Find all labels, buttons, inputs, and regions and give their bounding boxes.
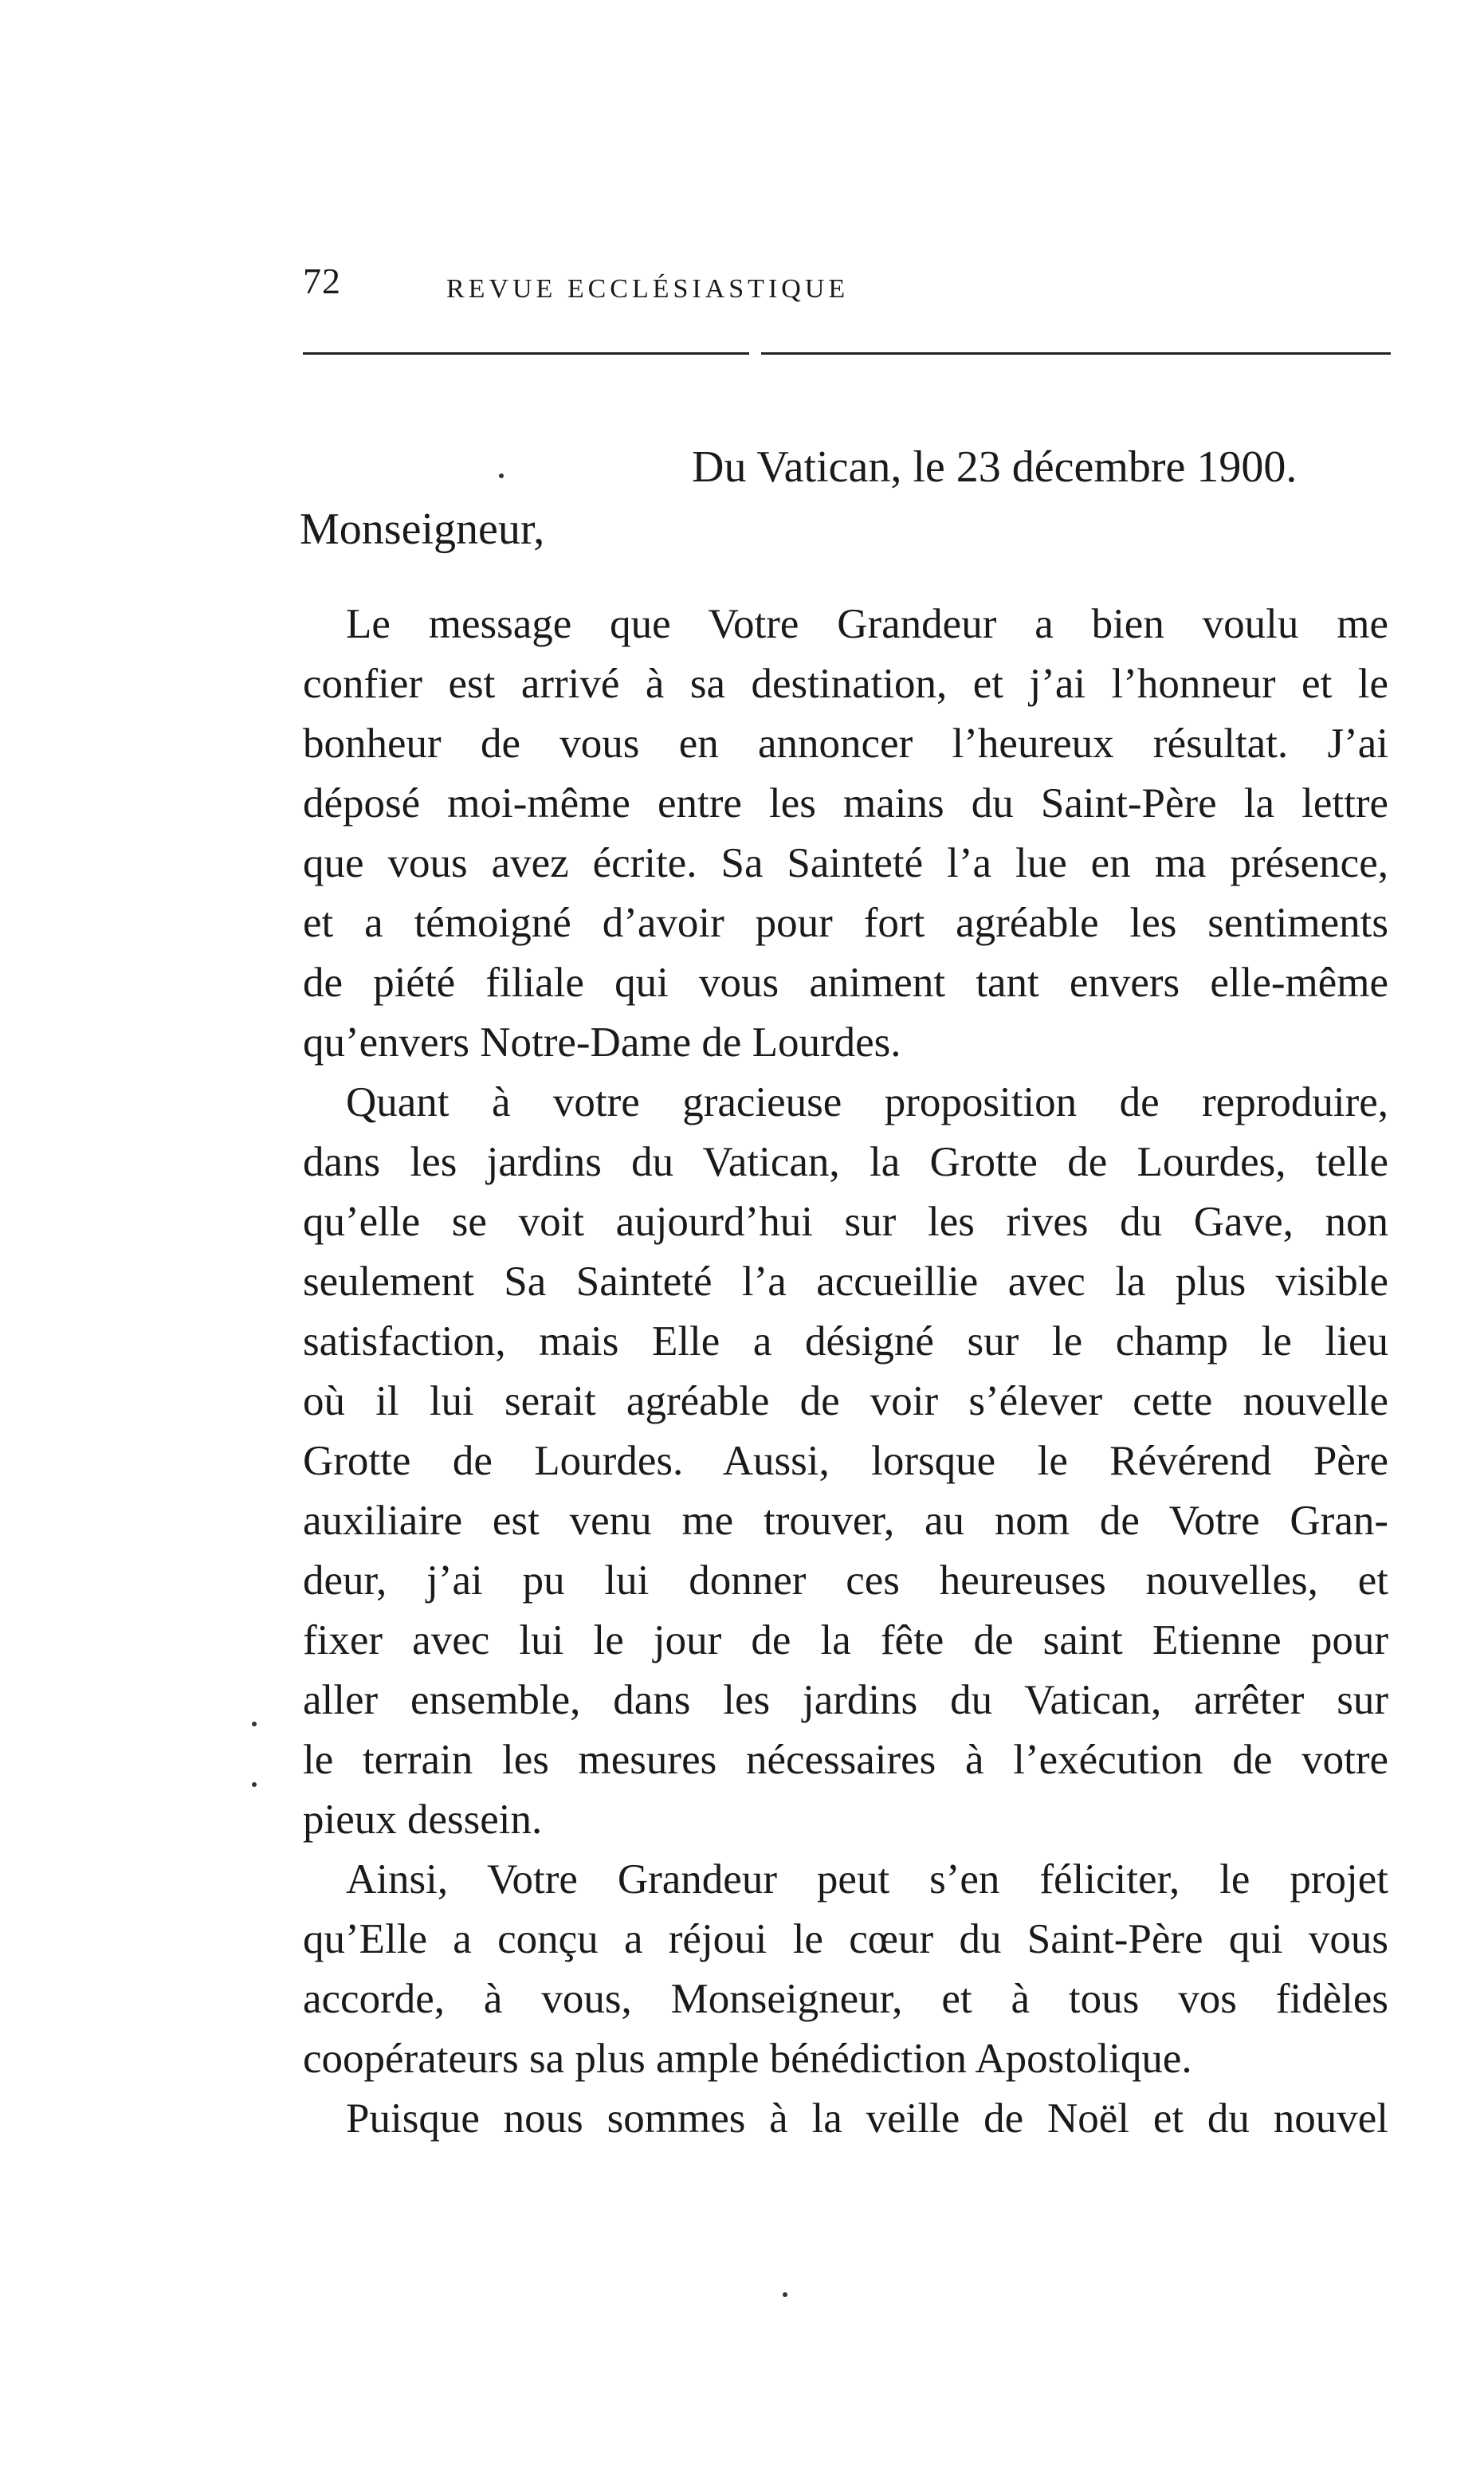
page-number: 72 [303, 261, 341, 301]
text-line: satisfaction, mais Elle a désigné sur le champ le lieu [303, 1318, 1388, 1365]
text-line: confier est arrivé à sa destination, et j’ai l’honneur et le [303, 661, 1388, 707]
text-line: auxiliaire est venu me trouver, au nom de Votre Gran- [303, 1498, 1388, 1544]
text-line: de piété filiale qui vous animent tant envers elle-même [303, 960, 1388, 1006]
text-line: dans les jardins du Vatican, la Grotte de Lourdes, telle [303, 1139, 1388, 1185]
text-line: coopérateurs sa plus ample bénédiction Apostolique. [303, 2036, 1192, 2082]
header-rule-left [303, 352, 749, 355]
text-line: déposé moi-même entre les mains du Saint-Père la lettre [303, 780, 1388, 827]
letter-body [303, 595, 1388, 2149]
print-speck [783, 2292, 787, 2297]
text-line: Grotte de Lourdes. Aussi, lorsque le Révérend Père [303, 1438, 1388, 1484]
print-speck [252, 1722, 257, 1726]
text-line: qu’elle se voit aujourd’hui sur les rives du Gave, non [303, 1199, 1388, 1245]
header-rule-right [761, 352, 1391, 355]
text-line: Quant à votre gracieuse proposition de reproduire, [346, 1079, 1388, 1125]
text-line: que vous avez écrite. Sa Sainteté l’a lue en ma présence, [303, 840, 1388, 886]
print-speck [252, 1782, 257, 1787]
running-head: REVUE ECCLÉSIASTIQUE [446, 274, 850, 304]
letter-salutation: Monseigneur, [300, 505, 545, 554]
text-line: seulement Sa Sainteté l’a accueillie avec la plus visible [303, 1259, 1388, 1305]
text-line: qu’envers Notre-Dame de Lourdes. [303, 1019, 901, 1066]
text-line: le terrain les mesures nécessaires à l’exécution de votre [303, 1737, 1388, 1783]
text-line: deur, j’ai pu lui donner ces heureuses nouvelles, et [303, 1557, 1388, 1604]
text-line: bonheur de vous en annoncer l’heureux résultat. J’ai [303, 721, 1388, 767]
text-line: pieux dessein. [303, 1797, 543, 1843]
text-line: Le message que Votre Grandeur a bien voulu me [346, 601, 1388, 647]
text-line: et a témoigné d’avoir pour fort agréable les sentiments [303, 900, 1388, 946]
print-speck [499, 473, 504, 478]
text-line: fixer avec lui le jour de la fête de saint Etienne pour [303, 1617, 1388, 1663]
letter-dateline: Du Vatican, le 23 décembre 1900. [692, 442, 1298, 492]
text-line: Ainsi, Votre Grandeur peut s’en féliciter, le projet [346, 1856, 1388, 1903]
text-line: Puisque nous sommes à la veille de Noël et du nouvel [346, 2095, 1388, 2142]
text-line: aller ensemble, dans les jardins du Vatican, arrêter sur [303, 1677, 1388, 1723]
text-line: où il lui serait agréable de voir s’élever cette nouvelle [303, 1378, 1388, 1424]
text-line: qu’Elle a conçu a réjoui le cœur du Saint-Père qui vous [303, 1916, 1388, 1962]
text-line: accorde, à vous, Monseigneur, et à tous vos fidèles [303, 1976, 1388, 2022]
